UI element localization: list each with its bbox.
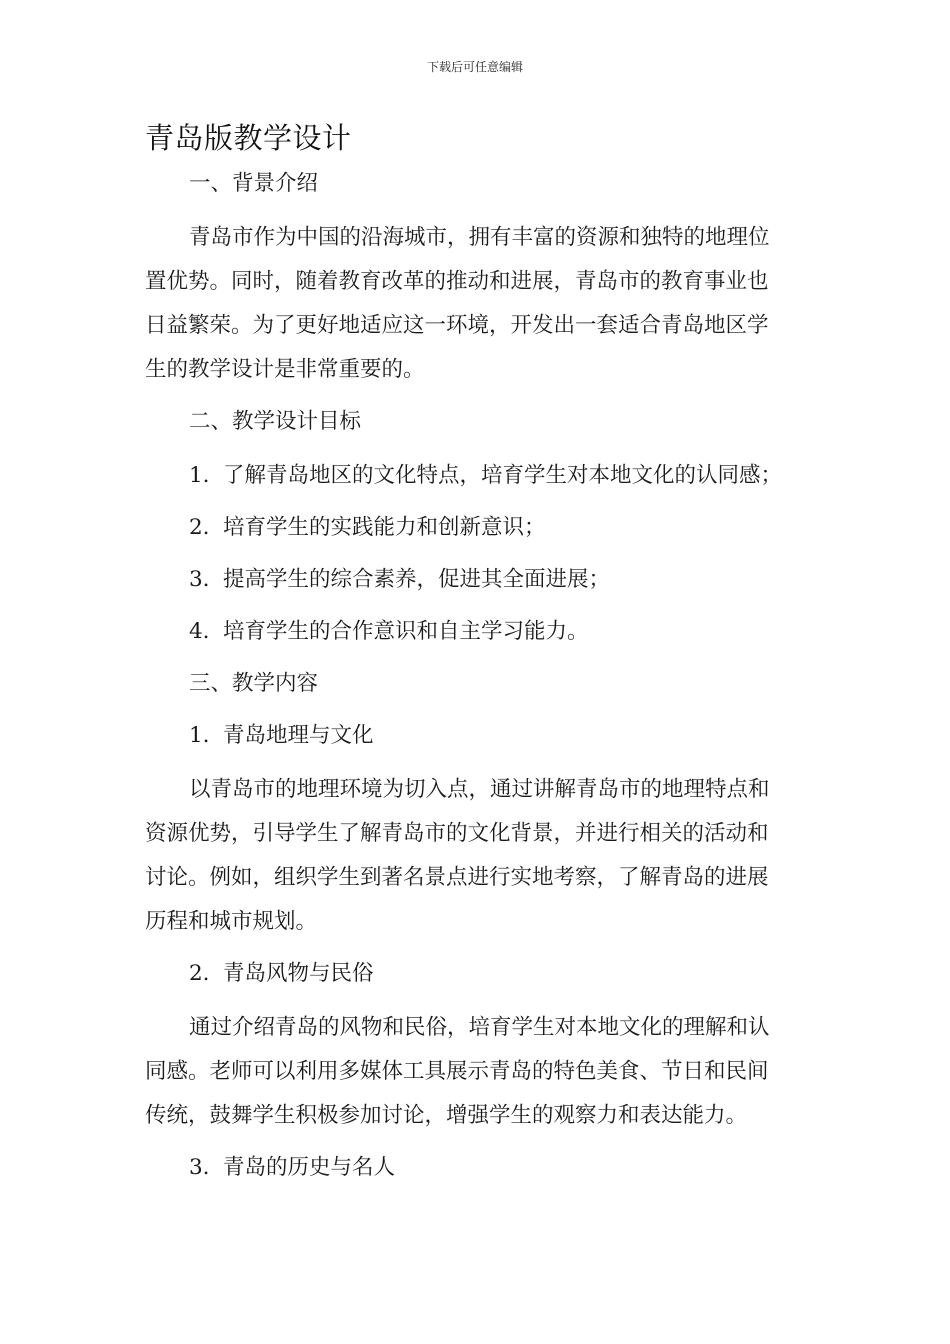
- document-title: 青岛版教学设计: [145, 121, 352, 155]
- paragraph-line: 资源优势，引导学生了解青岛市的文化背景，并进行相关的活动和: [145, 821, 769, 846]
- paragraph-line: 同感。老师可以利用多媒体工具展示青岛的特色美食、节日和民间: [145, 1059, 769, 1084]
- subsection-heading: [189, 1154, 849, 1182]
- paragraph-line: 历程和城市规划。: [145, 909, 318, 934]
- list-item: [189, 462, 849, 490]
- list-item-text: 提高学生的综合素养，促进其全面进展；: [223, 567, 611, 592]
- subsection-number: 1.: [189, 723, 210, 748]
- list-item-number: 2.: [189, 515, 210, 540]
- subsection-title: 青岛地理与文化: [223, 723, 374, 748]
- list-item-text: 了解青岛地区的文化特点，培育学生对本地文化的认同感；: [223, 463, 783, 488]
- subsection-heading: [189, 960, 849, 988]
- list-item-number: 1.: [189, 463, 210, 488]
- section-heading-goals: 二、教学设计目标: [189, 409, 362, 434]
- paragraph-line: 生的教学设计是非常重要的。: [145, 357, 425, 382]
- paragraph-line: 置优势。同时，随着教育改革的推动和进展，青岛市的教育事业也: [145, 269, 769, 294]
- section-heading-background: 一、背景介绍: [189, 171, 319, 196]
- paragraph-line: 日益繁荣。为了更好地适应这一环境，开发出一套适合青岛地区学: [145, 313, 769, 338]
- paragraph-line: 讨论。例如，组织学生到著名景点进行实地考察，了解青岛的进展: [145, 865, 769, 890]
- header-note: 下载后可任意编辑: [426, 60, 523, 74]
- list-item: [189, 618, 849, 646]
- paragraph-line: 通过介绍青岛的风物和民俗，培育学生对本地文化的理解和认: [189, 1015, 770, 1040]
- paragraph-line: 以青岛市的地理环境为切入点，通过讲解青岛市的地理特点和: [189, 777, 770, 802]
- list-item-number: 4.: [189, 619, 210, 644]
- subsection-title: 青岛风物与民俗: [223, 961, 374, 986]
- subsection-title: 青岛的历史与名人: [223, 1155, 396, 1180]
- list-item-text: 培育学生的合作意识和自主学习能力。: [223, 619, 589, 644]
- list-item: [189, 566, 849, 594]
- paragraph-line: 传统，鼓舞学生积极参加讨论，增强学生的观察力和表达能力。: [145, 1103, 748, 1128]
- section-heading-content: 三、教学内容: [189, 671, 319, 696]
- list-item-text: 培育学生的实践能力和创新意识；: [223, 515, 546, 540]
- list-item: [189, 514, 849, 542]
- paragraph-line: 青岛市作为中国的沿海城市，拥有丰富的资源和独特的地理位: [189, 225, 770, 250]
- subsection-heading: [189, 722, 849, 750]
- list-item-number: 3.: [189, 567, 210, 592]
- subsection-number: 3.: [189, 1155, 210, 1180]
- subsection-number: 2.: [189, 961, 210, 986]
